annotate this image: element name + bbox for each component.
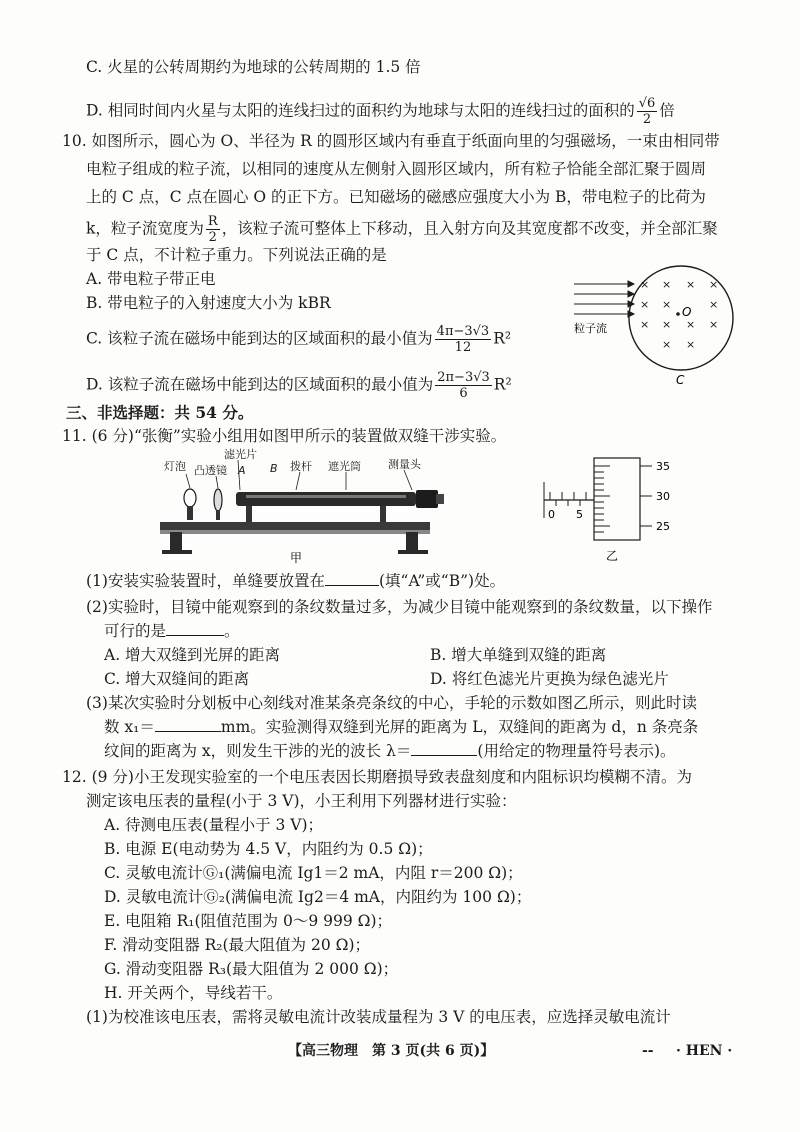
sleeve-tick-0: 0: [548, 508, 555, 521]
q12-item-d: D. 灵敏电流计Ⓖ₂(满偏电流 Ig2＝4 mA，内阻约为 100 Ω)；: [104, 888, 532, 906]
field-cross: ×: [686, 318, 696, 331]
lens-icon: [214, 489, 222, 511]
field-cross: ×: [686, 278, 696, 291]
q12-item-a: A. 待测电压表(量程小于 3 V)；: [104, 816, 324, 834]
field-cross: ×: [686, 338, 696, 351]
q11-part1: (1)安装实验装置时，单缝要放置在 (填“A”或“B”)处。: [86, 572, 506, 590]
label-b: B: [270, 462, 278, 475]
q11-intro: 11. (6 分)“张衡”实验小组用如图甲所示的装置做双缝干涉实验。: [62, 427, 507, 445]
field-cross: ×: [709, 278, 719, 291]
label-a: A: [238, 464, 246, 477]
q10-width-fraction: $\frac{R}{2}$: [207, 214, 218, 245]
q12-item-g: G. 滑动变阻器 R₃(最大阻值为 2 000 Ω)；: [104, 960, 399, 978]
optical-rail: [160, 522, 430, 530]
q12-item-c: C. 灵敏电流计Ⓖ₁(满偏电流 Ig1＝2 mA，内阻 r＝200 Ω)；: [104, 864, 523, 882]
particle-stream-arrows: [574, 281, 634, 317]
field-cross: ×: [662, 278, 672, 291]
field-cross: ×: [662, 338, 672, 351]
q12-stem-line2: 测定该电压表的量程(小于 3 V)，小王利用下列器材进行实验：: [86, 792, 517, 810]
q11-part2-option-a: A. 增大双缝到光屏的距离: [104, 646, 281, 664]
field-cross: ×: [640, 298, 650, 311]
label-lens: 凸透镜: [194, 464, 227, 477]
center-dot: [676, 312, 680, 316]
page-footer: 【高三物理 第 3 页(共 6 页)】: [288, 1043, 495, 1059]
q10-option-d-fraction: $\frac{2\pi-3√3}{6}$: [437, 370, 490, 401]
q9-option-d: D. 相同时间内火星与太阳的连线扫过的面积约为地球与太阳的连线扫过的面积的 $\frac{√6}{2}$ 倍: [86, 96, 675, 127]
q11-part3-line2: 数 x₁＝ mm。实验测得双缝到光屏的距离为 L，双缝间的距离为 d，n 条亮条: [104, 718, 699, 736]
q10-stem-line5: 于 C 点，不计粒子重力。下列说法正确的是: [86, 246, 387, 264]
label-tube: 遮光筒: [328, 460, 361, 473]
light-tube: [236, 492, 416, 506]
q10-field-figure: [566, 264, 736, 390]
field-cross: ×: [640, 278, 650, 291]
thimble-tick-35: 35: [656, 460, 670, 473]
answer-blank[interactable]: [325, 571, 379, 586]
q11-part3-line1: (3)某次实验时分划板中心刻线对准某条亮条纹的中心，手轮的示数如图乙所示，则此时读: [86, 694, 697, 712]
label-bulb: 灯泡: [164, 460, 186, 473]
q12-part1: (1)为校准该电压表，需将灵敏电流计改装成量程为 3 V 的电压表，应选择灵敏电流计: [86, 1008, 671, 1026]
field-cross: ×: [709, 318, 719, 331]
q12-item-b: B. 电源 E(电动势为 4.5 V，内阻约为 0.5 Ω)；: [104, 840, 433, 858]
q11-part2-option-d: D. 将红色滤光片更换为绿色滤光片: [430, 670, 669, 688]
q10-stem-line2: 电粒子组成的粒子流，以相同的速度从左侧射入圆形区域内，所有粒子恰能全部汇聚于圆周: [86, 160, 707, 178]
answer-blank[interactable]: [166, 621, 224, 636]
q10-stem-line3: 上的 C 点，C 点在圆心 O 的正下方。已知磁场的磁感应强度大小为 B，带电粒子的比荷为: [86, 188, 706, 206]
footer-dash: --: [642, 1043, 654, 1059]
label-filter: 滤光片: [224, 448, 257, 461]
q12-item-h: H. 开关两个，导线若干。: [104, 984, 283, 1002]
thimble-tick-25: 25: [656, 520, 670, 533]
sleeve-tick-5: 5: [576, 508, 583, 521]
section-3-heading: 三、非选择题：共 54 分。: [66, 403, 254, 422]
q11-part2-option-b: B. 增大单缝到双缝的距离: [430, 646, 607, 664]
footer-code: · HEN ·: [676, 1043, 733, 1059]
q12-item-f: F. 滑动变阻器 R₂(最大阻值为 20 Ω)；: [104, 936, 371, 954]
caption-yi: 乙: [606, 549, 619, 563]
q10-option-a: A. 带电粒子带正电: [86, 270, 216, 288]
q11-apparatus-figure: [150, 446, 460, 564]
q11-part2-line1: (2)实验时，目镜中能观察到的条纹数量过多，为减少目镜中能观察到的条纹数量，以下操作: [86, 598, 713, 616]
point-label-c: C: [676, 373, 685, 387]
q10-option-c: C. 该粒子流在磁场中能到达的区域面积的最小值为 $\frac{4\pi-3√3}{12}$ R²: [86, 324, 512, 355]
field-cross: ×: [709, 298, 719, 311]
q10-stem-line4: k，粒子流宽度为 $\frac{R}{2}$ ，该粒子流可整体上下移动，且入射方向及其宽度都不改变，并全部汇聚: [86, 214, 718, 245]
label-lever: 拨杆: [290, 460, 312, 473]
q9-option-c: C. 火星的公转周期约为地球的公转周期的 1.5 倍: [86, 58, 421, 76]
field-cross: ×: [640, 318, 650, 331]
q11-part2-line2: 可行的是 。: [104, 622, 240, 640]
q10-option-c-fraction: $\frac{4\pi-3√3}{12}$: [436, 324, 490, 355]
thimble: [594, 458, 640, 540]
answer-blank[interactable]: [155, 717, 221, 732]
q11-micrometer-figure: [540, 452, 700, 564]
bulb-icon: [184, 489, 196, 507]
q11-part2-option-c: C. 增大双缝间的距离: [104, 670, 250, 688]
q10-stem-line1: 10. 如图所示，圆心为 O、半径为 R 的圆形区域内有垂直于纸面向里的匀强磁场，一束由相同带: [62, 132, 720, 150]
q9-option-d-text: D. 相同时间内火星与太阳的连线扫过的面积约为地球与太阳的连线扫过的面积的: [86, 101, 635, 120]
q12-stem-line1: 12. (9 分)小王发现实验室的一个电压表因长期磨损导致表盘刻度和内阻标识均模糊不清。为: [62, 768, 692, 786]
field-cross: ×: [662, 318, 672, 331]
q12-item-e: E. 电阻箱 R₁(阻值范围为 0～9 999 Ω)；: [104, 912, 393, 930]
q10-option-b: B. 带电粒子的入射速度大小为 kBR: [86, 294, 331, 312]
q11-part3-line3: 纹间的距离为 x，则发生干涉的光的波长 λ＝ (用给定的物理量符号表示)。: [104, 742, 676, 760]
center-label-o: O: [682, 305, 692, 319]
answer-blank[interactable]: [411, 741, 477, 756]
label-head: 测量头: [388, 458, 421, 471]
field-cross: ×: [662, 298, 672, 311]
q10-option-d: D. 该粒子流在磁场中能到达的区域面积的最小值为 $\frac{2\pi-3√3}{6}$ R²: [86, 370, 512, 401]
thimble-tick-30: 30: [656, 490, 670, 503]
q9-option-d-fraction: $\frac{√6}{2}$: [638, 96, 656, 127]
stream-label: 粒子流: [574, 322, 607, 335]
caption-jia: 甲: [290, 551, 303, 564]
